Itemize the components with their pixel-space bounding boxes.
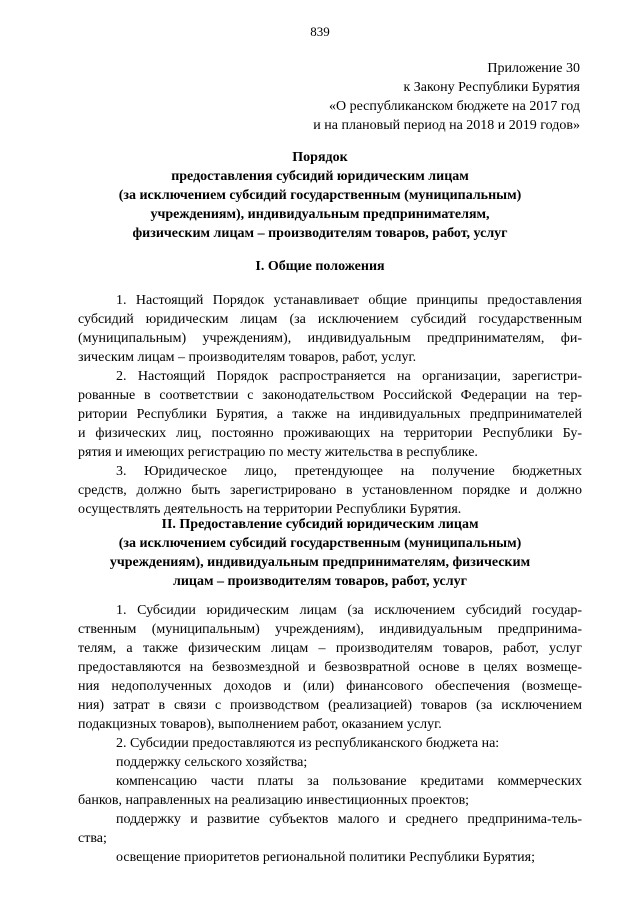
paragraph-line: зическим лицам – производителям товаров, работ, услуг. [78,350,417,365]
paragraph-line: подакцизных товаров), выполнением работ, оказанием услуг. [78,717,442,732]
heading-line: II. Предоставление субсидий юридическим лицам [161,517,479,532]
paragraph-line: ственным (муниципальным) учреждениям), индивидуальным предпринима- [78,622,582,637]
paragraph-line: предоставляются на безвозмездной и безвозвратной основе в целях возмеще- [78,660,582,675]
paragraph-line: ства; [78,831,107,846]
heading-line: учреждениям), индивидуальным предпринимателям, физическим [109,555,531,570]
paragraph-line: телям, а также физическим лицам – производителям товаров, работ, услуг [78,641,582,656]
appendix-header [313,59,580,135]
heading-line: (за исключением субсидий государственным (муниципальным) [118,536,522,551]
title-line: предоставления субсидий юридическим лицам [171,169,469,184]
title-line: (за исключением субсидий государственным (муниципальным) [118,188,522,203]
section-2-body [78,601,582,867]
paragraph-line: 2. Настоящий Порядок распространяется на организации, зарегистри- [116,369,582,384]
appendix-line: к Закону Республики Бурятия [403,80,580,95]
section-1-heading [60,257,580,276]
section-1-body [78,291,582,519]
paragraph-line: ния недополученных доходов и (или) финансового обеспечения (возмеще- [78,679,582,694]
paragraph-line: поддержку сельского хозяйства; [116,755,308,770]
paragraph-line: средств, должно быть зарегистрировано в установленном порядке и должно [78,483,582,498]
paragraph-line: рованные в соответствии с законодательством Российской Федерации на тер- [78,388,582,403]
paragraph-line: ния) затрат в связи с производством (реализацией) товаров (за исключением [78,698,582,713]
title-line: Порядок [292,150,348,165]
paragraph-line: субсидий юридическим лицам (за исключением субсидий государственным [78,312,582,327]
paragraph-line: 2. Субсидии предоставляются из республиканского бюджета на: [116,736,500,751]
paragraph-line: рятия и имеющих регистрацию по месту жительства в республике. [78,445,478,460]
appendix-line: Приложение 30 [487,61,580,76]
paragraph-line: и физических лиц, постоянно проживающих на территории Республики Бу- [78,426,582,441]
heading-line: I. Общие положения [255,259,385,274]
title-line: физическим лицам – производителям товаров, работ, услуг [132,226,508,241]
document-title [60,148,580,243]
paragraph-line: 1. Субсидии юридическим лицам (за исключением субсидий государ- [116,603,582,618]
paragraph-line: ритории Республики Бурятия, а также на индивидуальных предпринимателей [78,407,582,422]
section-2-heading [60,515,580,591]
paragraph-line: освещение приоритетов региональной политики Республики Бурятия; [116,850,535,865]
appendix-line: и на плановый период на 2018 и 2019 годов» [313,118,580,133]
appendix-line: «О республиканском бюджете на 2017 год [329,99,580,114]
page-number: 839 [310,24,330,39]
paragraph-line: компенсацию части платы за пользование кредитами коммерческих [116,774,582,789]
paragraph-line: 1. Настоящий Порядок устанавливает общие принципы предоставления [116,293,582,308]
paragraph-line: 3. Юридическое лицо, претендующее на получение бюджетных [116,464,582,479]
paragraph-line: (муниципальным) учреждениям), индивидуальным предпринимателям, фи- [78,331,582,346]
title-line: учреждениям), индивидуальным предпринимателям, [150,207,490,222]
heading-line: лицам – производителям товаров, работ, услуг [173,574,467,589]
paragraph-line: поддержку и развитие субъектов малого и среднего предпринима-тель- [116,812,582,827]
paragraph-line: осуществлять деятельность на территории Республики Бурятия. [78,502,462,517]
paragraph-line: банков, направленных на реализацию инвестиционных проектов; [78,793,470,808]
